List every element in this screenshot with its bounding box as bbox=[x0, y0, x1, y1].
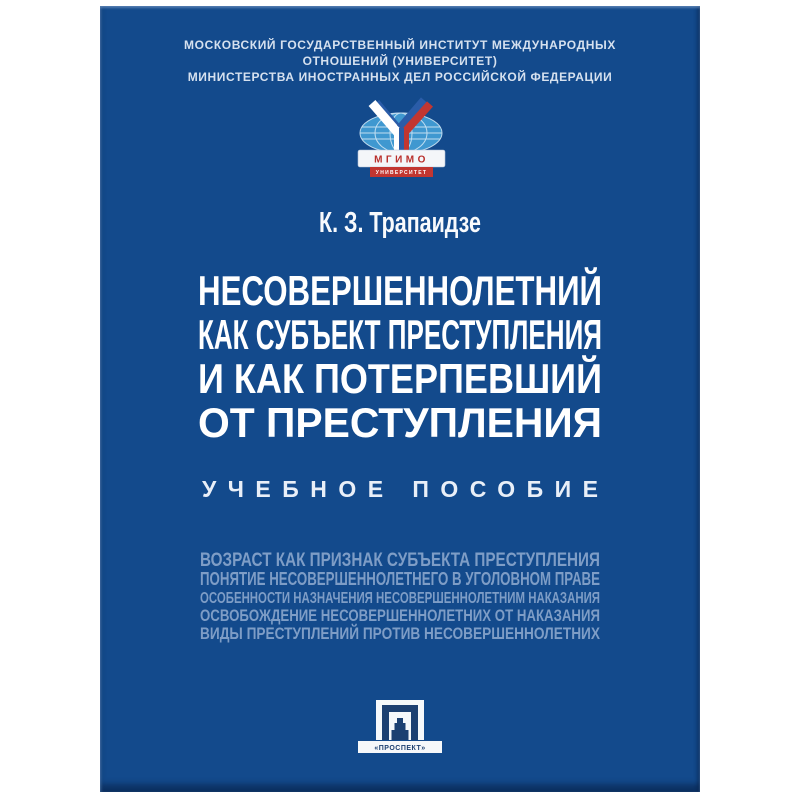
mgimo-wordmark: МГИМО bbox=[374, 154, 429, 166]
title-line-1: НЕСОВЕРШЕННОЛЕТНИЙ bbox=[198, 267, 742, 314]
topic-line-5: ВИДЫ ПРЕСТУПЛЕНИЙ ПРОТИВ НЕСОВЕРШЕННОЛЕТНИХ bbox=[200, 624, 601, 643]
topics-list bbox=[190, 546, 610, 650]
institution-line-3: МИНИСТЕРСТВА ИНОСТРАННЫХ ДЕЛ РОССИЙСКОЙ ФЕДЕРАЦИИ bbox=[187, 70, 613, 84]
institution-line-2: ОТНОШЕНИЙ (УНИВЕРСИТЕТ) bbox=[302, 54, 498, 68]
book-cover bbox=[100, 6, 742, 792]
author-text: К. З. Трапаидзе bbox=[319, 207, 481, 239]
institution-line-1: МОСКОВСКИЙ ГОСУДАРСТВЕННЫЙ ИНСТИТУТ МЕЖДУНАРОДНЫХ bbox=[184, 38, 616, 52]
topic-line-2: ПОНЯТИЕ НЕСОВЕРШЕННОЛЕТНЕГО В УГОЛОВНОМ ПРАВЕ bbox=[200, 569, 600, 589]
mgimo-globe-emblem bbox=[345, 97, 455, 183]
edition-type bbox=[190, 474, 610, 508]
title-line-3: И КАК ПОТЕРПЕВШИЙ bbox=[198, 355, 669, 402]
topic-line-4: ОСВОБОЖДЕНИЕ НЕСОВЕРШЕННОЛЕТНИХ ОТ НАКАЗАНИЯ bbox=[200, 606, 600, 625]
institution-header bbox=[100, 36, 700, 92]
publisher-name: «ПРОСПЕКТ» bbox=[374, 745, 426, 752]
book-title bbox=[190, 267, 742, 451]
mgimo-university-label: УНИВЕРСИТЕТ bbox=[375, 170, 428, 176]
topic-line-3: ОСОБЕННОСТИ НАЗНАЧЕНИЯ НЕСОВЕРШЕННОЛЕТНИМ НАКАЗАНИЯ bbox=[200, 590, 600, 607]
author-name bbox=[290, 202, 510, 242]
prospekt-emblem bbox=[358, 700, 442, 756]
topic-line-1: ВОЗРАСТ КАК ПРИЗНАК СУБЪЕКТА ПРЕСТУПЛЕНИЯ bbox=[200, 550, 600, 571]
title-line-4: ОТ ПРЕСТУПЛЕНИЯ bbox=[198, 399, 602, 446]
edition-type-text: УЧЕБНОЕ ПОСОБИЕ bbox=[202, 476, 598, 502]
title-line-2: КАК СУБЪЕКТ ПРЕСТУПЛЕНИЯ bbox=[198, 311, 602, 358]
